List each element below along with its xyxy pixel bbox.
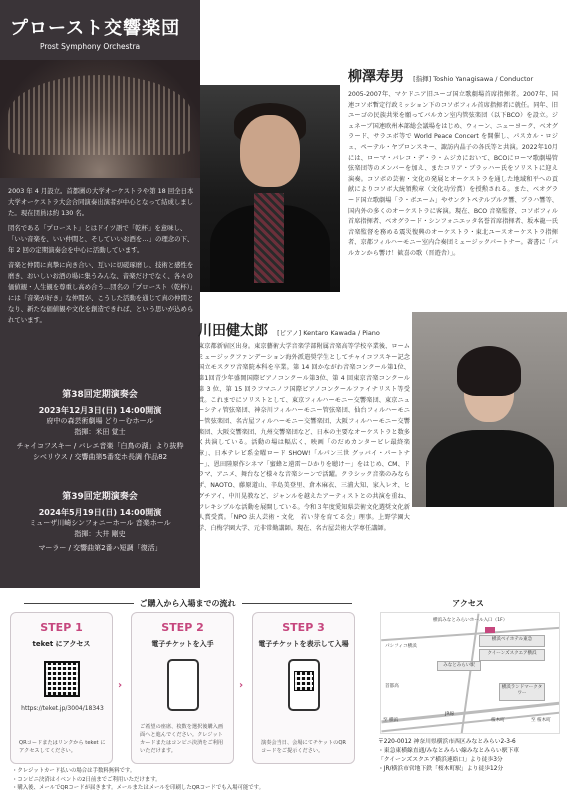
pianist-bio: 東京都新宿区出身。東京藝術大学音楽学部附属音楽高等学校卒業後、ローム ミュージックファンデーション海外派遣奨学生としてチャイコフスキー記念国立モスクワ音楽院本科を卒業。第 14 回かながわ音楽コンクール第1位、第1回青少年盛岡国際ピアノコンクール第3位、第 4 回東京音楽コンクール第 3 位、第 15 回ラフマニノフ国際ピアノコンクールファイナリスト等受賞。これまでにソリストとして、東京フィルハーモニー交響楽団、東京ニューシティ管弦楽団、神奈川フィルハーモニー管弦楽団、仙台フィルハーモニー管弦楽団、名古屋フィルハーモニー交響楽団、大阪フィルハーモニー交響楽団、大阪交響楽団、九州交響楽団など、日本の主要なオーケストラと数多く共演している。活動の場は幅広く、映画「のだめカンタービレ最終楽章」、日本テレビ系金曜ロード SHOW!「ルパン三世 グッバイ・パートナー」、恩田陸原作シネマ「蜜蜂と遠雷〜ひかりを聴け〜」をはじめ、CM、ドラマ、アニメ、舞台など様々な音楽シーンで活躍。クラシック音楽のみならず、NAOTO、藤原道山、辛島美登里、倉木麻衣、三浦大知、家入レオ、ヒグチアイ、中川晃教など、ジャンルを越えたアーティストとの共演を重ね、フレキシブルな活動を展開している。令和３年度愛知県芸術文化選奨文化新人賞受賞。「NPO 法人芸術・文化 若い芽を育てる会」理事。上野学園大学、白梅学園大学、元非常勤講師。現在、名古屋芸術大学専任講師。 <box>198 343 410 532</box>
conductor-name: 柳澤寿男 <box>348 69 404 85</box>
orchestra-name-en: Prost Symphony Orchestra <box>40 42 141 51</box>
concert-heading: 第38回定期演奏会 <box>62 390 138 400</box>
map-label-sakuragi-dir: 至 桜木町 <box>531 718 551 723</box>
address-line: 「クイーンズスクエア横浜連絡口」より徒歩3分 <box>378 757 503 763</box>
step-description: QRコードまたはリンクから teket にアクセスしてください。 <box>19 740 106 754</box>
conductor-role: [指揮] Toshio Yanagisawa / Conductor <box>413 75 534 83</box>
step-number: STEP 1 <box>40 621 83 634</box>
step-2-card <box>131 612 234 764</box>
step-title: 電子チケットを表示して入場 <box>258 640 349 648</box>
concert-conductor: 指揮：米田 覚士 <box>74 428 126 436</box>
map-label-sakuragicho: 桜木町 <box>491 718 505 723</box>
concert-date: 2024年5月19日(日) 14:00開演 <box>38 508 162 517</box>
step-3-card <box>252 612 355 764</box>
concert-conductor: 指揮：大井 剛史 <box>74 530 126 538</box>
step-description: ご希望の座席、枚数を選択後購入画面へと進んでください。クレジットカードまたはコンビニ決済をご利用いただけます。 <box>140 724 224 754</box>
map-label-yokohama: 至 横浜 <box>383 718 399 723</box>
step-title: 電子チケットを入手 <box>151 640 214 648</box>
intro-paragraph: 団名である「プロースト」とはドイツ語で「乾杯」を意味し、「いい音楽を、いい仲間と、そしていいお酒を…」の理念の下、年 2 回の定期演奏会を中心に活動しています。 <box>8 224 194 254</box>
teket-url-link[interactable]: https://teket.jp/3004/18343 <box>21 705 104 712</box>
pianist-name-block <box>198 320 380 340</box>
access-address <box>378 738 563 774</box>
map-station: みなとみらい駅 <box>437 661 481 671</box>
address-line: ・JR/横浜市営地下鉄「桜木町駅」より徒歩12分 <box>378 766 504 772</box>
program-item: チャイコフスキー / バレエ音楽「白鳥の湖」より抜粋 <box>16 442 184 450</box>
concert-38 <box>6 390 194 463</box>
note-item: ・購入後、メールでQRコードが届きます。メールまたはメールを印刷したQRコードでも入場可能です。 <box>12 785 264 791</box>
pianist-role: [ピアノ] Kentaro Kawada / Piano <box>277 329 380 337</box>
concert-venue: 府中の森芸術劇場 どりーむホール <box>46 417 154 425</box>
orchestra-name-jp: プロースト交響楽団 <box>10 18 181 39</box>
concert-venue: ミューザ川崎シンフォニーホール 音楽ホール <box>29 519 171 527</box>
ticket-qr-icon <box>294 671 314 691</box>
access-map <box>380 612 560 734</box>
concert-heading: 第39回定期演奏会 <box>62 492 138 502</box>
step-number: STEP 2 <box>161 621 204 634</box>
step-title-text: teket にアクセス <box>32 640 91 648</box>
intro-paragraph: 音楽と仲間に真摯に向き合い、互いに切磋琢磨し、技術と感性を磨き、おいしいお酒の場に集うみんな、音楽だけでなく、各々の価値観・人生観を尊重し高め合う…団名の「プロースト（乾杯）」には「音楽が好き」な仲間が、こうした活動を通じて真の仲間となり、新たな価値観や文化を創造できれば、という思いが込められています。 <box>8 261 194 324</box>
conductor-name-block <box>348 66 533 86</box>
map-label-hall: 横浜みなとみらいホール入口（1F） <box>433 618 508 623</box>
chevron-right-icon: › <box>118 680 123 691</box>
flow-heading: ご購入から入場までの流れ <box>10 598 365 609</box>
orchestra-intro <box>8 186 194 330</box>
step-description: 演奏会当日、会場にてチケットのQRコードをご提示ください。 <box>261 740 347 754</box>
map-label-pacifico: パシフィコ横浜 <box>385 644 417 649</box>
map-label-jr: JR線 <box>445 712 455 717</box>
orchestra-photo <box>0 60 200 178</box>
hall-marker-icon <box>485 627 495 633</box>
program-item: マーラー / 交響曲第2番ハ短調「復活」 <box>38 544 162 552</box>
map-queens-square: クイーンズスクエア横浜 <box>479 649 545 661</box>
address-line: ・東急東横線直通/みなとみらい線みなとみらい駅下車 <box>378 748 520 754</box>
access-heading: アクセス <box>452 599 484 608</box>
phone-qr-icon <box>288 659 320 711</box>
pianist-name: 川田健太郎 <box>198 323 268 339</box>
orchestra-panel <box>0 0 200 588</box>
step-number: STEP 3 <box>282 621 325 634</box>
purchase-notes <box>12 767 372 793</box>
note-item: ・クレジットカード払いの場合は手数料無料です。 <box>12 768 136 774</box>
map-label-road: 首都高 <box>385 684 399 689</box>
program-item: シベリウス / 交響曲第5番変ホ長調 作品82 <box>32 453 168 461</box>
phone-tap-icon <box>167 659 199 711</box>
step-1-card <box>10 612 113 764</box>
chevron-right-icon: › <box>239 680 244 691</box>
conductor-photo <box>200 85 340 292</box>
concert-39 <box>6 492 194 554</box>
concert-date: 2023年12月3日(日) 14:00開演 <box>38 406 162 415</box>
teket-qr-code[interactable] <box>44 661 80 697</box>
step-title <box>11 639 112 649</box>
intro-paragraph: 2003 年 4 月設立。首都圏の大学オーケストラや第 18 回全日本大学オーケストラ大会合同演奏出演者が中心となって結成しました。現在団員は約 130 名。 <box>8 187 194 217</box>
map-hotel: 横浜ベイホテル東急 <box>479 635 545 647</box>
address-line: 〒220-0012 神奈川県横浜市西区みなとみらい2-3-6 <box>378 739 516 745</box>
map-landmark: 横浜ランドマークタワー <box>499 683 545 701</box>
note-item: ・コンビニ決済はイベントの2日前までご利用いただけます。 <box>12 776 161 783</box>
conductor-bio: 2005-2007年、マケドニア旧ユーゴ国立歌劇場首席指揮者。2007年、国連コソボ暫定行政ミッション下のコソボフィル首席指揮者に就任。同年、旧ユーゴの民族共栄を願ってバルカン室内管弦楽団（以下BCO）を設立。ジュネーブ国連欧州本部総会議場をはじめ、ウィーン、ニューヨーク、ベオグラード、サラエボ等で World Peace Concert を開催し、パスカル・ロジェ、ペーテル・ヤブロンスキー、諏訪内晶子の各氏等と共演。2022年10月には、ローマ・バレコ・デ・ラ・ムジカにおいて、BCOにローマ歌劇場管弦楽団等のメンバーを加え、またコリア・ブラッハー氏をソリストに迎え演奏。コソボの芸術・文化の発展とオーケストラを通した地域和平への貢献によりコソボ大統領勲章（文化功労賞）を授勲される。また、ベオグラード国立歌劇場「ラ・ボエーム」やサンクトペテルブルク響、ブラハ響等、国内外の多くのオーケストラに客演。現在、BCO 音楽監督、コソボフィル首席指揮者、ベオグラード・シンフォニエッタ名誉首席指揮者、坂本龍一氏音楽監督を務める震災復興のオーケストラ・東北ユースオーケストラ指揮者、京都フィルハーモニー室内合奏団ミュージックパートナー。著書に「バルカンから響け！歓喜の歌（晋遊舎）」。 <box>348 91 558 257</box>
pianist-photo <box>412 312 567 507</box>
